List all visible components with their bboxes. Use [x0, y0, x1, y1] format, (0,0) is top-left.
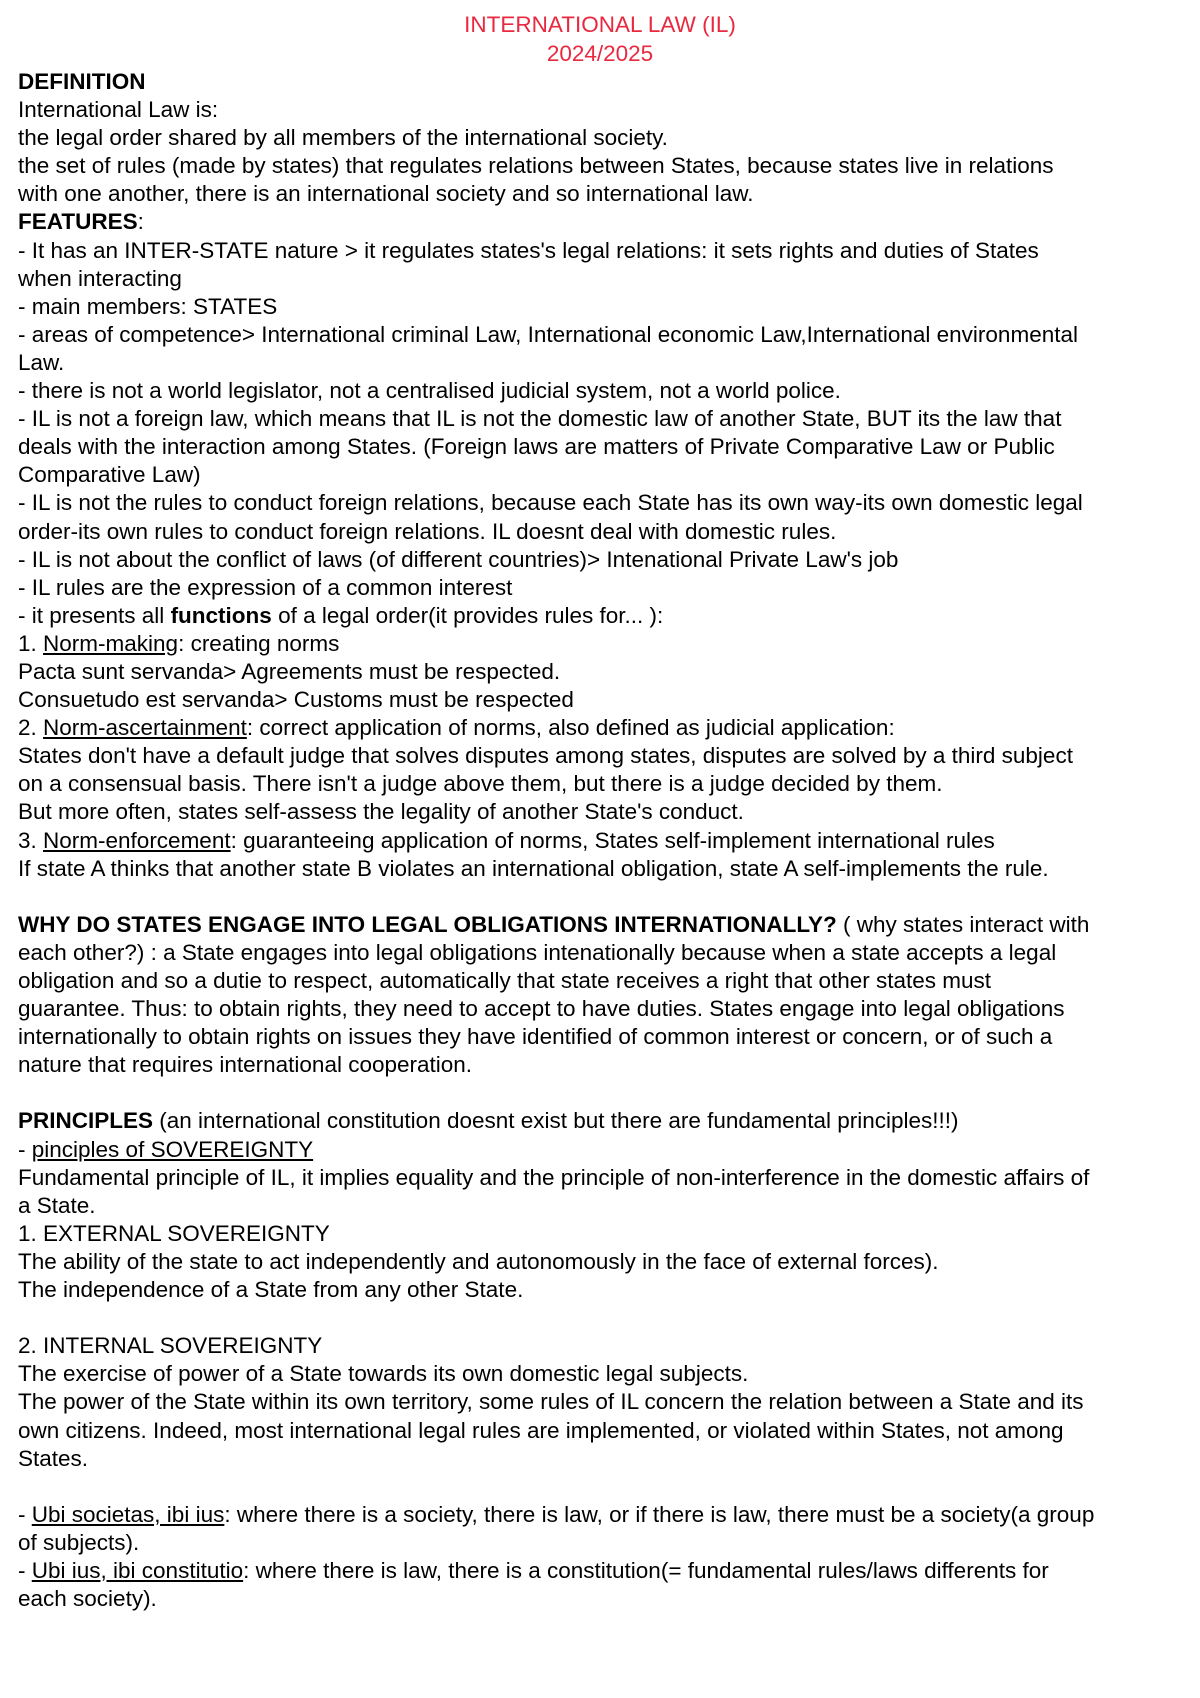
feature-line: - IL is not about the conflict of laws (of different countries)> Intenational Private Law's job: [18, 546, 899, 572]
function-line: But more often, states self-assess the legality of another State's conduct.: [18, 799, 744, 825]
blank-line: [18, 1079, 1182, 1107]
ubi-societas-line: - Ubi societas, ibi ius: where there is a society, there is law, or if there is law, there must be a society(a group: [18, 1501, 1095, 1527]
principles-line: of subjects).: [18, 1529, 140, 1555]
function-line: Pacta sunt servanda> Agreements must be respected.: [18, 658, 561, 684]
principles-line: a State.: [18, 1192, 96, 1218]
document-title: INTERNATIONAL LAW (IL): [464, 12, 736, 37]
principles-line: The independence of a State from any other State.: [18, 1277, 524, 1303]
feature-line: - it presents all functions of a legal order(it provides rules for... ):: [18, 602, 664, 628]
why-line: guarantee. Thus: to obtain rights, they need to accept to have duties. States engage into legal obligations: [18, 996, 1065, 1022]
definition-heading: DEFINITION: [18, 69, 146, 94]
principles-heading-line: PRINCIPLES (an international constitution doesnt exist but there are fundamental principles!!!): [18, 1108, 959, 1134]
principles-line: The power of the State within its own territory, some rules of IL concern the relation between a State and its: [18, 1389, 1084, 1415]
why-line: obligation and so a dutie to respect, automatically that state receives a right that other states must: [18, 968, 992, 993]
function-norm-enforcement: 3. Norm-enforcement: guaranteeing application of norms, States self-implement international rules: [18, 827, 995, 853]
principles-line: each society).: [18, 1586, 157, 1612]
function-line: Consuetudo est servanda> Customs must be respected: [18, 687, 574, 713]
definition-line: the legal order shared by all members of the international society.: [18, 125, 668, 151]
definition-line: International Law is:: [18, 97, 219, 123]
feature-line: deals with the interaction among States. (Foreign laws are matters of Private Comparative Law or Public: [18, 434, 1055, 460]
why-line: each other?) : a State engages into legal obligations intenationally because when a state accepts a legal: [18, 939, 1057, 965]
sovereignty-heading: - pinciples of SOVEREIGNTY: [18, 1136, 314, 1162]
features-heading: FEATURES:: [18, 209, 144, 235]
function-norm-making: 1. Norm-making: creating norms: [18, 630, 340, 656]
function-norm-ascertainment: 2. Norm-ascertainment: correct application of norms, also defined as judicial application:: [18, 715, 895, 741]
principles-line: own citizens. Indeed, most international legal rules are implemented, or violated within States, not among: [18, 1417, 1064, 1443]
blank-line: [18, 1304, 1182, 1332]
document-year: 2024/2025: [546, 41, 654, 66]
feature-line: when interacting: [18, 265, 182, 291]
blank-line: [18, 1473, 1182, 1501]
why-line: internationally to obtain rights on issues they have identified of common interest or concern, or of such a: [18, 1024, 1053, 1050]
feature-line: - areas of competence> International criminal Law, International economic Law,International environmental: [18, 321, 1078, 347]
feature-line: - IL is not a foreign law, which means that IL is not the domestic law of another State, BUT its the law that: [18, 406, 1062, 432]
principles-line: States.: [18, 1445, 89, 1471]
internal-sovereignty-heading: 2. INTERNAL SOVEREIGNTY: [18, 1333, 323, 1359]
why-line: nature that requires international cooperation.: [18, 1052, 473, 1078]
feature-line: - there is not a world legislator, not a centralised judicial system, not a world police.: [18, 378, 841, 404]
function-line: on a consensual basis. There isn't a judge above them, but there is a judge decided by them.: [18, 771, 943, 797]
feature-line: order-its own rules to conduct foreign relations. IL doesnt deal with domestic rules.: [18, 518, 837, 544]
blank-line: [18, 883, 1182, 911]
external-sovereignty-heading: 1. EXTERNAL SOVEREIGNTY: [18, 1220, 330, 1246]
definition-line: with one another, there is an international society and so international law.: [18, 181, 754, 207]
definition-line: the set of rules (made by states) that regulates relations between States, because states live in relations: [18, 153, 1054, 179]
feature-line: - IL is not the rules to conduct foreign relations, because each State has its own way-its own domestic legal: [18, 490, 1083, 516]
principles-line: The exercise of power of a State towards its own domestic legal subjects.: [18, 1361, 749, 1387]
function-line: If state A thinks that another state B violates an international obligation, state A self-implements the rule.: [18, 855, 1049, 881]
function-line: States don't have a default judge that solves disputes among states, disputes are solved by a third subject: [18, 743, 1073, 769]
principles-line: Fundamental principle of IL, it implies equality and the principle of non-interference in the domestic affairs of: [18, 1164, 1090, 1190]
feature-line: - main members: STATES: [18, 293, 278, 319]
ubi-ius-line: - Ubi ius, ibi constitutio: where there is law, there is a constitution(= fundamental rules/laws differents for: [18, 1557, 1049, 1583]
feature-line: Law.: [18, 349, 65, 375]
feature-line: Comparative Law): [18, 462, 201, 488]
feature-line: - It has an INTER-STATE nature > it regulates states's legal relations: it sets rights and duties of States: [18, 237, 1039, 263]
principles-line: The ability of the state to act independently and autonomously in the face of external forces).: [18, 1248, 939, 1274]
why-heading-line: WHY DO STATES ENGAGE INTO LEGAL OBLIGATIONS INTERNATIONALLY? ( why states interact with: [18, 911, 1090, 937]
feature-line: - IL rules are the expression of a common interest: [18, 574, 513, 600]
